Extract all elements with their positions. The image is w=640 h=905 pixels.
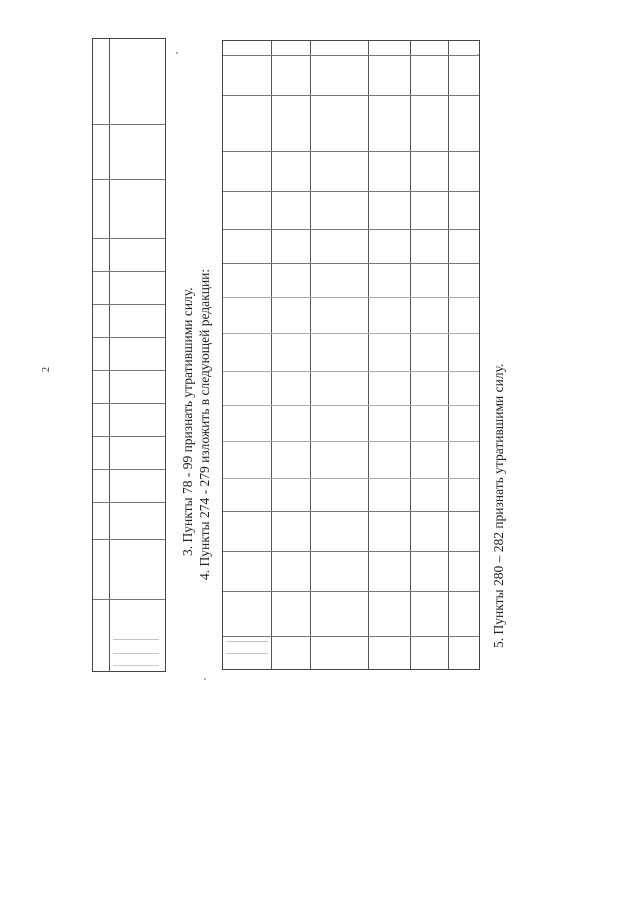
table-row: [223, 41, 271, 669]
paragraph-3: 3. Пункты 78 - 99 признать утратившими силу.: [180, 287, 195, 556]
preceding-table: [92, 38, 166, 672]
programme-table: [222, 40, 480, 670]
scan-speck: [204, 678, 206, 680]
table-row: [448, 41, 481, 669]
table-row: [271, 41, 310, 669]
scan-speck: [176, 52, 178, 54]
table-row: [410, 41, 448, 669]
paragraph-5: 5. Пункты 280 – 282 признать утратившими силу.: [491, 363, 506, 648]
table-row: [368, 41, 410, 669]
scan-speck: [477, 54, 479, 56]
page-number: 2: [41, 367, 52, 372]
paragraph-4: 4. Пункты 274 - 279 изложить в следующей редакции:: [197, 268, 212, 580]
table-row: [310, 41, 368, 669]
